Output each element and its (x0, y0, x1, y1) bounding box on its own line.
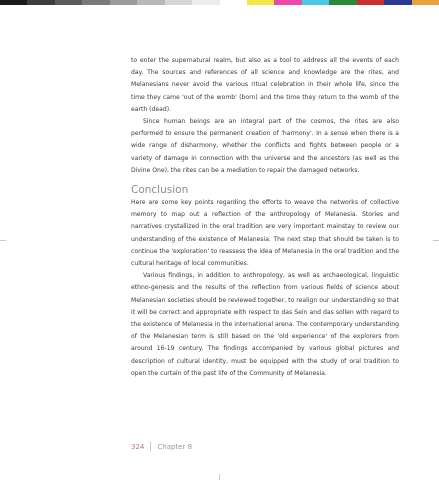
color-swatch (27, 0, 54, 5)
color-swatch (55, 0, 82, 5)
crop-mark-left (0, 240, 6, 241)
page-body (131, 55, 399, 380)
crop-mark-right (433, 240, 439, 241)
color-swatch (384, 0, 411, 5)
paragraph-2: Since human beings are an integral part of the cosmos, the rites are also performed to ensure the permanent creation of 'harmony'. In a sense when there is a wide range of disharmony, whether the conflicts and fights between people or a variety of damage in connection with the universe and the ancestors (as well as the Divine One), the rites can be a mediation to repair the damaged networks. (131, 118, 399, 174)
color-swatch (247, 0, 274, 5)
color-swatch (165, 0, 192, 5)
color-swatch (0, 0, 27, 5)
section-heading: Conclusion (131, 184, 189, 197)
footer-divider (150, 442, 151, 451)
paragraph-4: Various findings, in addition to anthropology, as well as archaeological, linguistic ethno-genesis and the results of the reflection from various fields of science about Melanesian societies should be reviewed together, to realign our understanding so that it will be correct and appropriate with respect to das Sein and das sollen with regard to the existence of Melanesia in the international arena. The contemporary understanding of the Melanesian term is still based on the 'old experience' of the explorers from around 16-19 century. The findings accompanied by various global pictures and description of cultural identity, must be equipped with the study of oral tradition to open the curtain of the past life of the Community of Melanesia. (131, 272, 399, 377)
print-color-bar (0, 0, 439, 5)
color-swatch (302, 0, 329, 5)
crop-mark-bottom-center (219, 474, 220, 480)
page-number: 324 (131, 442, 145, 451)
color-swatch (82, 0, 109, 5)
paragraph-3: Here are some key points regarding the efforts to weave the networks of collective memory to map out a reflection of the anthropology of Melanesia. Stories and narratives crystallized in the oral tradition are very important mainstay to review our understanding of the existence of Melanesia. The next step that should be taken is to continue the 'exploration' to reassess the idea of Melanesia in the oral tradition and the cultural heritage of local communities. (131, 199, 399, 268)
color-swatch (412, 0, 439, 5)
color-swatch (137, 0, 164, 5)
paragraph-1: to enter the supernatural realm, but also as a tool to address all the events of each day. The sources and references of all science and knowledge are the rites, and Melanesians never avoid the various ritual celebration in their whole life, since the time they came 'out of the womb' (born) and the time they return to the womb of the earth (dead). (131, 57, 399, 113)
color-swatch (220, 0, 247, 5)
color-swatch (192, 0, 219, 5)
page-footer (131, 442, 192, 451)
chapter-label: Chapter 8 (157, 442, 193, 451)
color-swatch (329, 0, 356, 5)
color-swatch (110, 0, 137, 5)
color-swatch (274, 0, 301, 5)
color-swatch (357, 0, 384, 5)
